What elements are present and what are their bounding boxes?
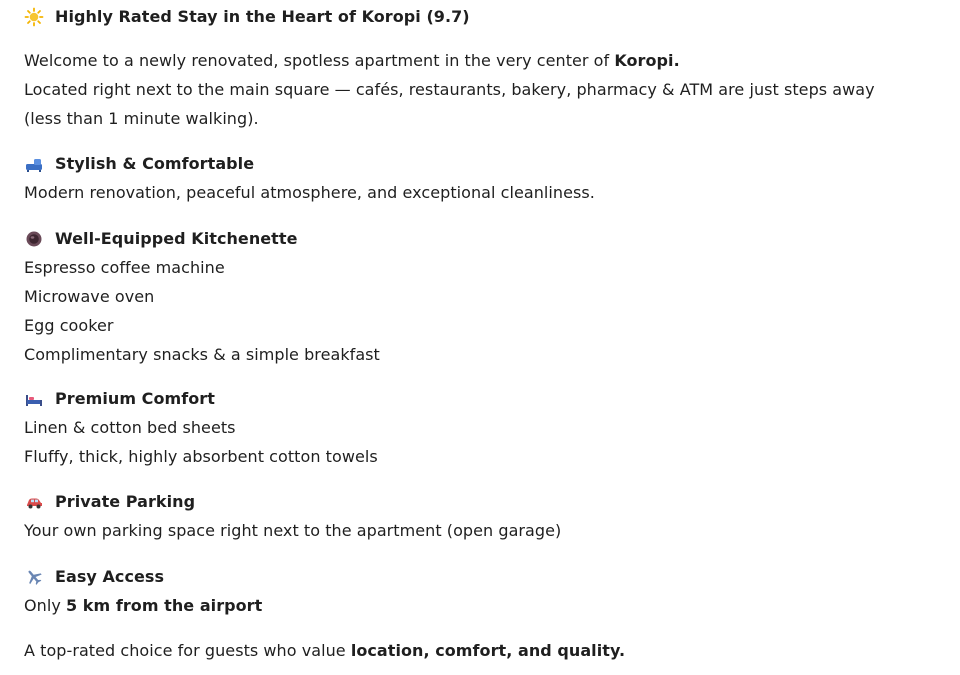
list-item: Complimentary snacks & a simple breakfast <box>24 345 380 364</box>
kitchen-title: Well-Equipped Kitchenette <box>55 229 298 248</box>
sun-icon <box>24 7 44 27</box>
list-item: Fluffy, thick, highly absorbent cotton towels <box>24 447 378 466</box>
car-icon <box>24 492 44 512</box>
parking-heading <box>24 491 195 513</box>
town-name: Koropi. <box>614 51 680 70</box>
airport-distance: 5 km from the airport <box>65 596 263 615</box>
list-item: Linen & cotton bed sheets <box>24 418 236 437</box>
access-heading <box>24 566 164 588</box>
intro-paragraph-line-1: Welcome to a newly renovated, spotless apartment in the very center of Koropi. <box>24 51 680 70</box>
intro-heading <box>24 6 470 28</box>
intro-paragraph-line-3: (less than 1 minute walking). <box>24 109 259 128</box>
comfort-heading <box>24 388 215 410</box>
couch-icon <box>24 154 44 174</box>
parking-title: Private Parking <box>55 492 196 511</box>
airplane-icon <box>24 567 44 587</box>
list-item: Egg cooker <box>24 316 114 335</box>
comfort-title: Premium Comfort <box>55 389 215 408</box>
intro-paragraph-line-2: Located right next to the main square — cafés, restaurants, bakery, pharmacy & ATM are just steps away <box>24 80 875 99</box>
stylish-title: Stylish & Comfortable <box>55 154 255 173</box>
closing-text: A top-rated choice for guests who value location, comfort, and quality. <box>24 641 626 660</box>
closing-highlight: location, comfort, and quality. <box>350 641 626 660</box>
bed-icon <box>24 389 44 409</box>
list-item: Espresso coffee machine <box>24 258 225 277</box>
stylish-heading <box>24 153 254 175</box>
kitchen-heading <box>24 228 297 250</box>
coffee-icon <box>24 229 44 249</box>
list-item: Microwave oven <box>24 287 155 306</box>
parking-text: Your own parking space right next to the apartment (open garage) <box>24 521 562 540</box>
intro-title: Highly Rated Stay in the Heart of Koropi (9.7) <box>55 7 470 26</box>
stylish-text: Modern renovation, peaceful atmosphere, and exceptional cleanliness. <box>24 183 595 202</box>
access-title: Easy Access <box>55 567 165 586</box>
access-text: Only 5 km from the airport <box>24 596 263 615</box>
